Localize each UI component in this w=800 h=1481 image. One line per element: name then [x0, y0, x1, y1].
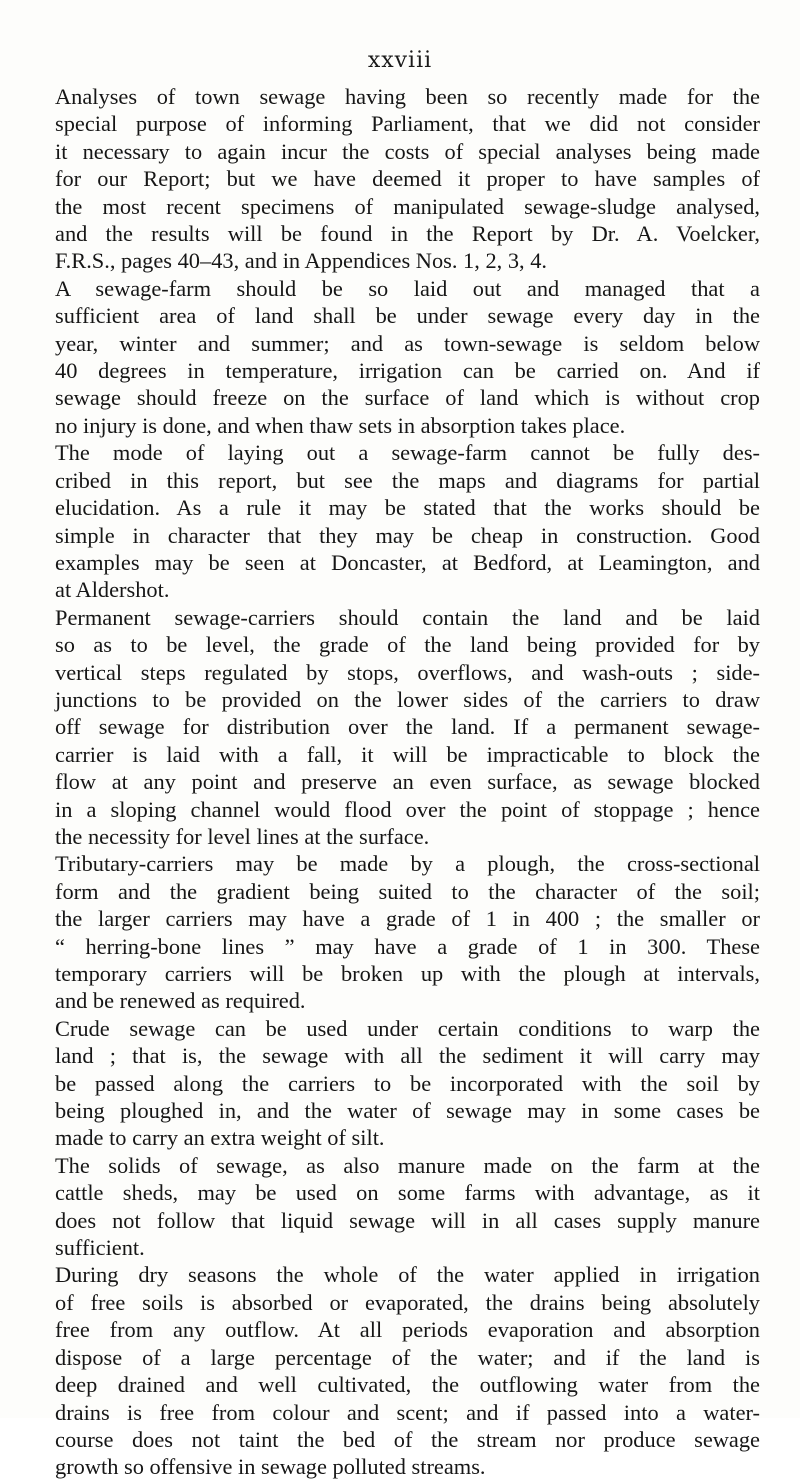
text-line: sewage should freeze on the surface of land which is without crop: [55, 385, 760, 411]
text-line: A sewage-farm should be so laid out and managed that a: [55, 275, 760, 301]
text-line: being ploughed in, and the water of sewage may in some cases be: [55, 1098, 760, 1124]
text-line: for our Report; but we have deemed it proper to have samples of: [55, 166, 760, 192]
text-line: sufficient.: [55, 1235, 145, 1261]
text-line: growth so offensive in sewage polluted streams.: [55, 1454, 486, 1480]
text-line: sufficient area of land shall be under sewage every day in the: [55, 303, 760, 329]
text-line: at Aldershot.: [55, 577, 170, 603]
text-line: the most recent specimens of manipulated sewage-sludge analysed,: [55, 193, 760, 219]
text-line: be passed along the carriers to be incorporated with the soil by: [55, 1070, 760, 1096]
text-line: Permanent sewage-carriers should contain the land and be laid: [55, 604, 760, 630]
text-line: Analyses of town sewage having been so recently made for the: [55, 84, 760, 109]
paragraph: [55, 1015, 760, 1152]
paragraph: [55, 439, 760, 603]
text-line: off sewage for distribution over the land. If a permanent sewage-: [55, 714, 760, 740]
text-line: cattle sheds, may be used on some farms with advantage, as it: [55, 1180, 760, 1206]
text-line: land ; that is, the sewage with all the sediment it will carry may: [55, 1043, 760, 1069]
body-text: [55, 83, 760, 1481]
text-line: no injury is done, and when thaw sets in absorption takes place.: [55, 412, 626, 438]
page-number: xxviii: [367, 48, 433, 73]
text-line: cribed in this report, but see the maps and diagrams for partial: [55, 467, 760, 493]
text-line: dispose of a large percentage of the water; and if the land is: [55, 1344, 760, 1370]
text-line: During dry seasons the whole of the water applied in irrigation: [55, 1262, 760, 1288]
paragraph: [55, 850, 760, 1014]
text-line: The mode of laying out a sewage-farm cannot be fully des-: [55, 440, 760, 466]
text-line: free from any outflow. At all periods evaporation and absorption: [55, 1317, 760, 1343]
text-line: does not follow that liquid sewage will in all cases supply manure: [55, 1207, 760, 1233]
text-line: made to carry an extra weight of silt.: [55, 1125, 385, 1151]
text-line: the necessity for level lines at the surface.: [55, 823, 430, 849]
text-line: “ herring-bone lines ” may have a grade of 1 in 300. These: [55, 933, 760, 959]
text-line: junctions to be provided on the lower sides of the carriers to draw: [55, 686, 760, 712]
paragraph: [55, 83, 760, 275]
paragraph: [55, 1152, 760, 1262]
text-line: drains is free from colour and scent; and if passed into a water-: [55, 1399, 760, 1425]
text-line: year, winter and summer; and as town-sewage is seldom below: [55, 330, 760, 356]
text-line: Crude sewage can be used under certain conditions to warp the: [55, 1015, 760, 1041]
text-line: The solids of sewage, as also manure made on the farm at the: [55, 1152, 760, 1178]
text-line: it necessary to again incur the costs of special analyses being made: [55, 138, 760, 164]
text-line: of free soils is absorbed or evaporated, the drains being absolutely: [55, 1289, 760, 1315]
text-line: flow at any point and preserve an even surface, as sewage blocked: [55, 769, 760, 795]
text-line: F.R.S., pages 40–43, and in Appendices Nos. 1, 2, 3, 4.: [55, 248, 548, 274]
text-line: examples may be seen at Doncaster, at Bedford, at Leamington, and: [55, 549, 760, 575]
text-line: deep drained and well cultivated, the outflowing water from the: [55, 1372, 760, 1398]
text-line: carrier is laid with a fall, it will be impracticable to block the: [55, 741, 760, 767]
text-line: course does not taint the bed of the stream nor produce sewage: [55, 1426, 760, 1452]
text-line: the larger carriers may have a grade of 1 in 400 ; the smaller or: [55, 906, 760, 932]
paragraph: [55, 604, 760, 851]
text-line: Tributary-carriers may be made by a plough, the cross-sectional: [55, 851, 760, 877]
text-line: elucidation. As a rule it may be stated that the works should be: [55, 495, 760, 521]
text-line: 40 degrees in temperature, irrigation can be carried on. And if: [55, 358, 760, 384]
text-line: and the results will be found in the Report by Dr. A. Voelcker,: [55, 221, 760, 247]
paragraph: [55, 1261, 760, 1480]
text-line: so as to be level, the grade of the land being provided for by: [55, 632, 760, 658]
text-line: vertical steps regulated by stops, overflows, and wash-outs ; side-: [55, 659, 760, 685]
text-line: form and the gradient being suited to the character of the soil;: [55, 878, 760, 904]
text-line: temporary carriers will be broken up with the plough at intervals,: [55, 961, 760, 986]
paragraph: [55, 275, 760, 439]
text-line: special purpose of informing Parliament, that we did not consider: [55, 111, 760, 137]
text-line: simple in character that they may be cheap in construction. Good: [55, 522, 760, 548]
text-line: in a sloping channel would flood over the point of stoppage ; hence: [55, 796, 760, 822]
text-line: and be renewed as required.: [55, 988, 306, 1014]
